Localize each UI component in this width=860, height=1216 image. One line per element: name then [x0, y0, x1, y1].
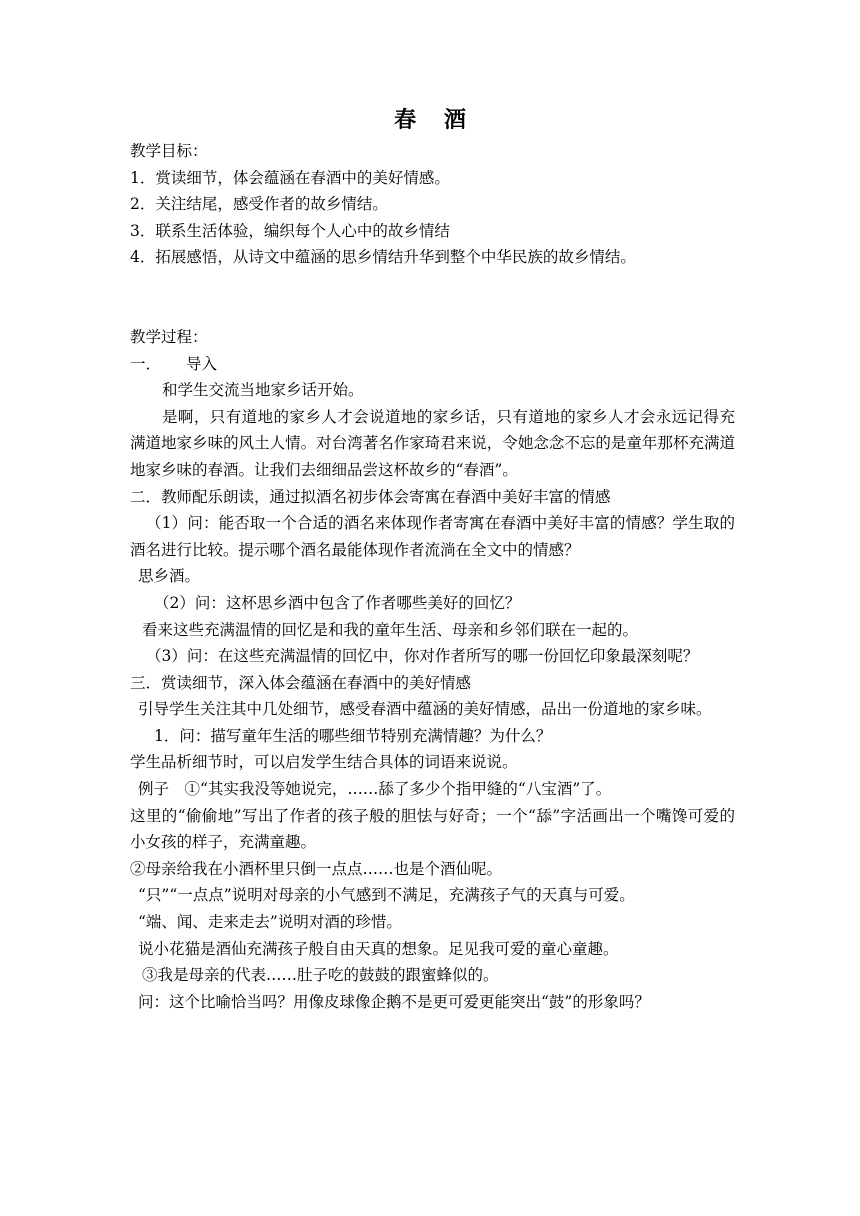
paragraph: 看来这些充满温情的回忆是和我的童年生活、母亲和乡邻们联在一起的。	[142, 620, 639, 639]
example-paragraph: ③我是母亲的代表……肚子吃的鼓鼓的跟蜜蜂似的。	[142, 966, 499, 985]
section-heading: 二．教师配乐朗读，通过拟酒名初步体会寄寓在春酒中美好丰富的情感	[130, 487, 611, 506]
paragraph: 说小花猫是酒仙充满孩子般自由天真的想象。足见我可爱的童心童趣。	[138, 939, 619, 958]
example-paragraph: ②母亲给我在小酒杯里只倒一点点……也是个酒仙呢。	[130, 859, 503, 878]
question-paragraph: 1．问：描写童年生活的哪些细节特别充满情趣？为什么？	[154, 726, 552, 745]
section-spacer	[130, 271, 735, 324]
paragraph: 和学生交流当地家乡话开始。	[162, 381, 364, 400]
section-title: 导入	[186, 354, 218, 373]
section-heading	[130, 351, 735, 378]
question-paragraph: （1）问：能否取一个合适的酒名来体现作者寄寓在春酒中美好丰富的情感？学生取的酒名进行比较。提示哪个酒名最能体现作者流淌在全文中的情感？	[130, 514, 735, 559]
paragraph: 是啊，只有道地的家乡人才会说道地的家乡话，只有道地的家乡人才会永远记得充满道地家乡味的风土人情。对台湾著名作家琦君来说，令她念念不忘的是童年那杯充满道地家乡味的春酒。让我们去细细品尝这杯故乡的“春酒”。	[130, 407, 735, 479]
example-paragraph: 例子 ①“其实我没等她说完，……舔了多少个指甲缝的“八宝酒”了。	[138, 780, 612, 799]
section-heading: 三．赏读细节，深入体会蕴涵在春酒中的美好情感	[130, 673, 472, 692]
objective-item: 4．拓展感悟，从诗文中蕴涵的思乡情结升华到整个中华民族的故乡情结。	[130, 248, 636, 267]
page-title: 春 酒	[394, 107, 476, 133]
section-number: 一．	[130, 354, 162, 373]
question-paragraph: （2）问：这杯思乡酒中包含了作者哪些美好的回忆？	[154, 593, 521, 612]
question-paragraph: 问：这个比喻恰当吗？用像皮球像企鹅不是更可爱更能突出“鼓”的形象吗？	[138, 992, 650, 1011]
paragraph: 这里的“偷偷地”写出了作者的孩子般的胆怯与好奇；一个“舔”字活画出一个嘴馋可爱的小女孩的样子，充满童趣。	[130, 806, 735, 852]
paragraph: 学生品析细节时，可以启发学生结合具体的词语来说说。	[130, 753, 518, 772]
paragraph: 引导学生关注其中几处细节，感受春酒中蕴涵的美好情感，品出一份道地的家乡味。	[138, 700, 712, 719]
objective-item: 3．联系生活体验，编织每个人心中的故乡情结	[130, 221, 450, 240]
question-paragraph: （3）问：在这些充满温情的回忆中，你对作者所写的哪一份回忆印象最深刻呢？	[146, 647, 699, 666]
paragraph: “端、闻、走来走去”说明对酒的珍惜。	[138, 913, 402, 932]
objective-item: 1．赏读细节，体会蕴涵在春酒中的美好情感。	[130, 168, 450, 187]
objective-item: 2．关注结尾，感受作者的故乡情结。	[130, 195, 388, 214]
objectives-heading: 教学目标：	[130, 142, 208, 160]
document-body	[130, 138, 735, 1015]
paragraph: “只”“一点点”说明对母亲的小气感到不满足，充满孩子气的天真与可爱。	[138, 886, 635, 905]
process-heading: 教学过程：	[130, 327, 208, 346]
paragraph: 思乡酒。	[138, 567, 201, 586]
